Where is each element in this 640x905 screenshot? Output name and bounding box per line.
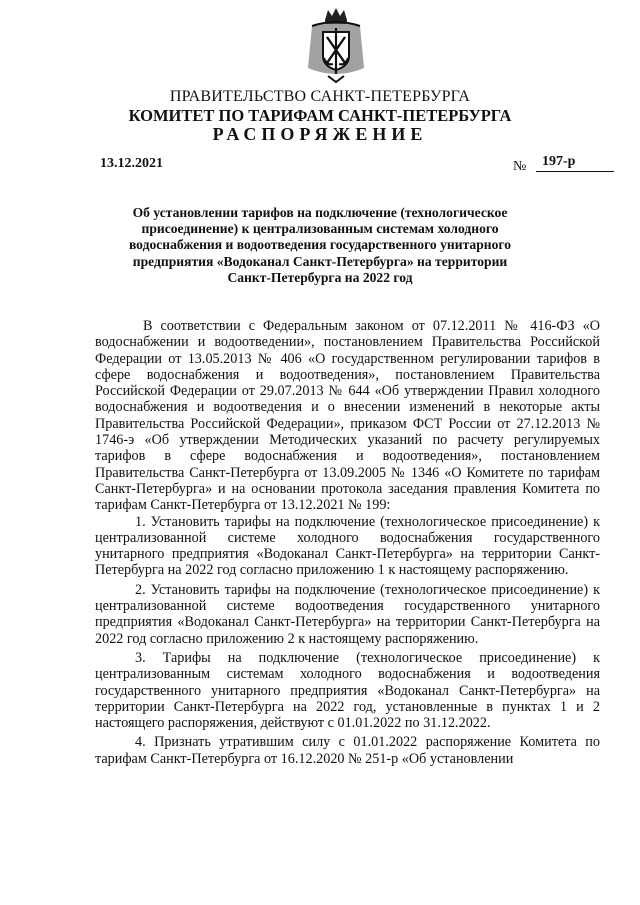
number-sign: № — [513, 159, 527, 174]
document-number: 197-р — [536, 153, 614, 172]
committee-name: КОМИТЕТ ПО ТАРИФАМ САНКТ-ПЕТЕРБУРГА — [128, 106, 512, 125]
document-body — [95, 318, 600, 767]
document-date: 13.12.2021 — [100, 156, 163, 171]
list-item: 4. Признать утратившим силу с 01.01.2022 распоряжение Комитета по тарифам Санкт-Петербурга от 16.12.2020 № 251-р «Об установлении — [95, 734, 600, 767]
document-type: РАСПОРЯЖЕНИЕ — [212, 124, 428, 144]
list-item: 2. Установить тарифы на подключение (технологическое присоединение) к централизованной системе водоотведения государственного унитарного предприятия «Водоканал Санкт-Петербурга» на территории Санкт-Петербурга на 2022 год согласно приложению 2 к настоящему распоряжению. — [95, 581, 600, 647]
preamble-paragraph: В соответствии с Федеральным законом от 07.12.2011 № 416-ФЗ «О водоснабжении и водоотведении», постановлением Правительства Российской Федерации от 13.05.2013 № 406 «О государственном регулировании тарифов в сфере водоснабжения и водоотведения», постановлением Правительства Российской Федерации от 29.07.2013 № 644 «Об утверждении Правил холодного водоснабжения и водоотведения и о внесении изменений в некоторые акты Правительства Российской Федерации», приказом ФСТ России от 27.12.2013 № 1746-э «Об утверждении Методических указаний по расчету регулируемых тарифов в сфере водоснабжения и водоотведения», постановлением Правительства Санкт-Петербурга от 13.09.2005 № 1346 «О Комитете по тарифам Санкт-Петербурга» и на основании протокола заседания правления Комитета по тарифам Санкт-Петербурга от 13.12.2021 № 199: — [95, 318, 600, 514]
list-item: 1. Установить тарифы на подключение (технологическое присоединение) к централизованной системе холодного водоснабжения государственного унитарного предприятия «Водоканал Санкт-Петербурга» на территории Санкт-Петербурга на 2022 год согласно приложению 1 к настоящему распоряжению. — [95, 513, 600, 579]
coat-of-arms-icon — [298, 6, 374, 86]
government-name: ПРАВИТЕЛЬСТВО САНКТ-ПЕТЕРБУРГА — [169, 88, 471, 105]
list-item: 3. Тарифы на подключение (технологическое присоединение) к централизованным системам холодного водоснабжения и водоотведения государственного унитарного предприятия «Водоканал Санкт-Петербурга» на территории Санкт-Петербурга на 2022 год, установленные в пунктах 1 и 2 настоящего распоряжения, действуют с 01.01.2022 по 31.12.2022. — [95, 649, 600, 732]
document-title: Об установлении тарифов на подключение (технологическое присоединение) к централизованным системам холодного водоснабжения и водоотведения государственного унитарного предприятия «Водоканал Санкт-Петербурга» на территории Санкт-Петербурга на 2022 год — [128, 205, 512, 285]
